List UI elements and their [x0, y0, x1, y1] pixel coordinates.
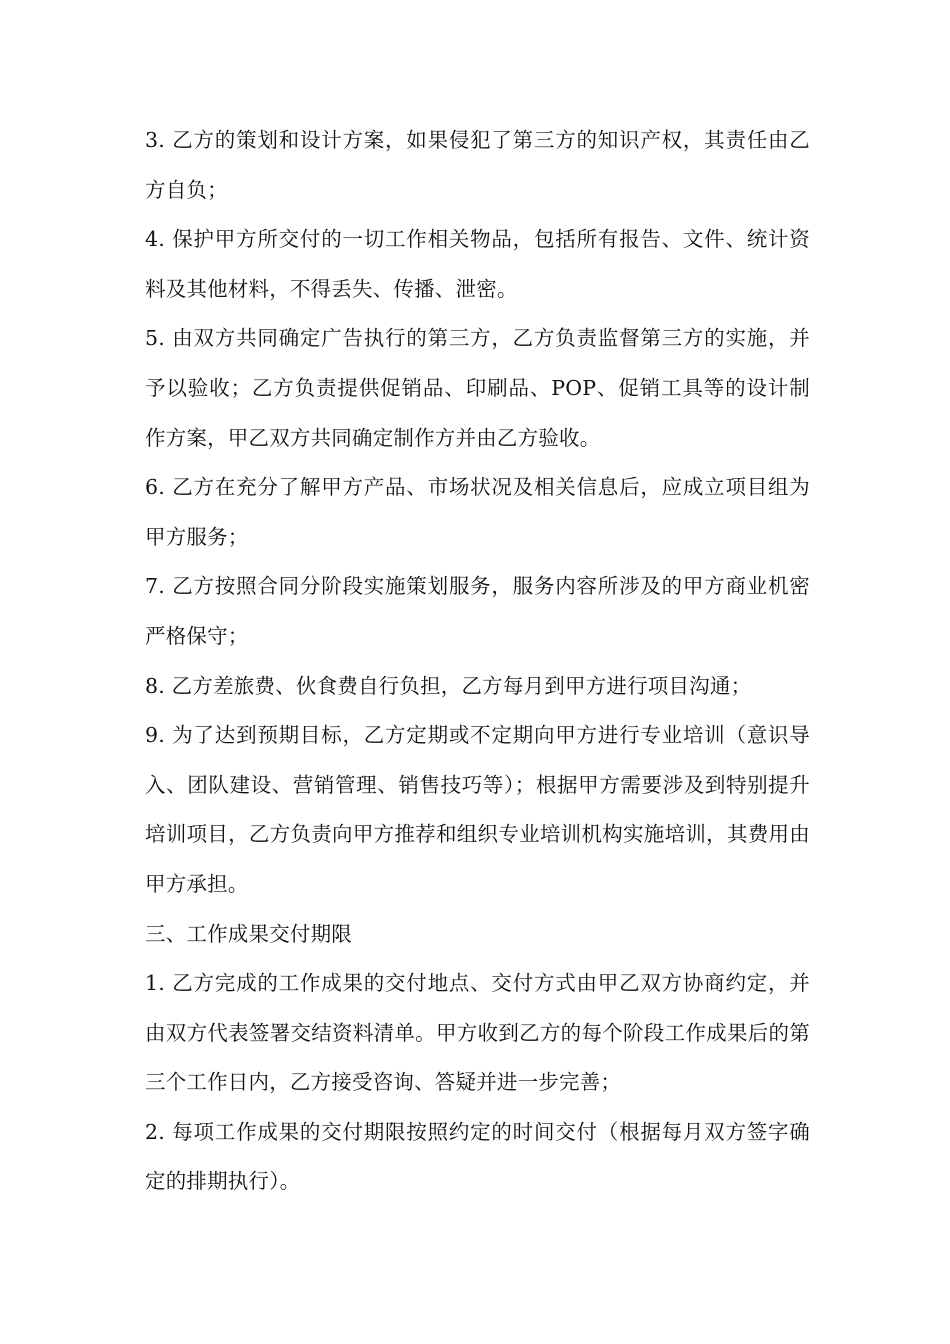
clause-5-third-party-supervision: 5. 由双方共同确定广告执行的第三方，乙方负责监督第三方的实施，并予以验收；乙方负责提供促销品、印刷品、POP、促销工具等的设计制作方案，甲乙双方共同确定制作方并由乙方验收。: [145, 326, 810, 450]
clause-4-protect-materials: 4. 保护甲方所交付的一切工作相关物品，包括所有报告、文件、统计资料及其他材料，不得丢失、传播、泄密。: [145, 227, 810, 301]
document-body: [145, 116, 810, 1207]
clause-7-confidentiality: 7. 乙方按照合同分阶段实施策划服务，服务内容所涉及的甲方商业机密严格保守；: [145, 574, 810, 648]
section-heading-delivery-deadline: 三、工作成果交付期限: [145, 921, 352, 946]
clause-8-travel-expenses: 8. 乙方差旅费、伙食费自行负担，乙方每月到甲方进行项目沟通；: [145, 673, 752, 698]
clause-9-training: 9. 为了达到预期目标，乙方定期或不定期向甲方进行专业培训（意识导入、团队建设、营销管理、销售技巧等）；根据甲方需要涉及到特别提升培训项目，乙方负责向甲方推荐和组织专业培训机构实施培训，其费用由甲方承担。: [145, 723, 810, 896]
clause-6-project-team: 6. 乙方在充分了解甲方产品、市场状况及相关信息后，应成立项目组为甲方服务；: [145, 475, 810, 549]
delivery-clause-1: 1. 乙方完成的工作成果的交付地点、交付方式由甲乙双方协商约定，并由双方代表签署交结资料清单。甲方收到乙方的每个阶段工作成果后的第三个工作日内，乙方接受咨询、答疑并进一步完善；: [145, 971, 810, 1095]
delivery-clause-2: 2. 每项工作成果的交付期限按照约定的时间交付（根据每月双方签字确定的排期执行）。: [145, 1119, 810, 1194]
clause-3-ip-responsibility: 3. 乙方的策划和设计方案，如果侵犯了第三方的知识产权，其责任由乙方自负；: [145, 128, 810, 202]
